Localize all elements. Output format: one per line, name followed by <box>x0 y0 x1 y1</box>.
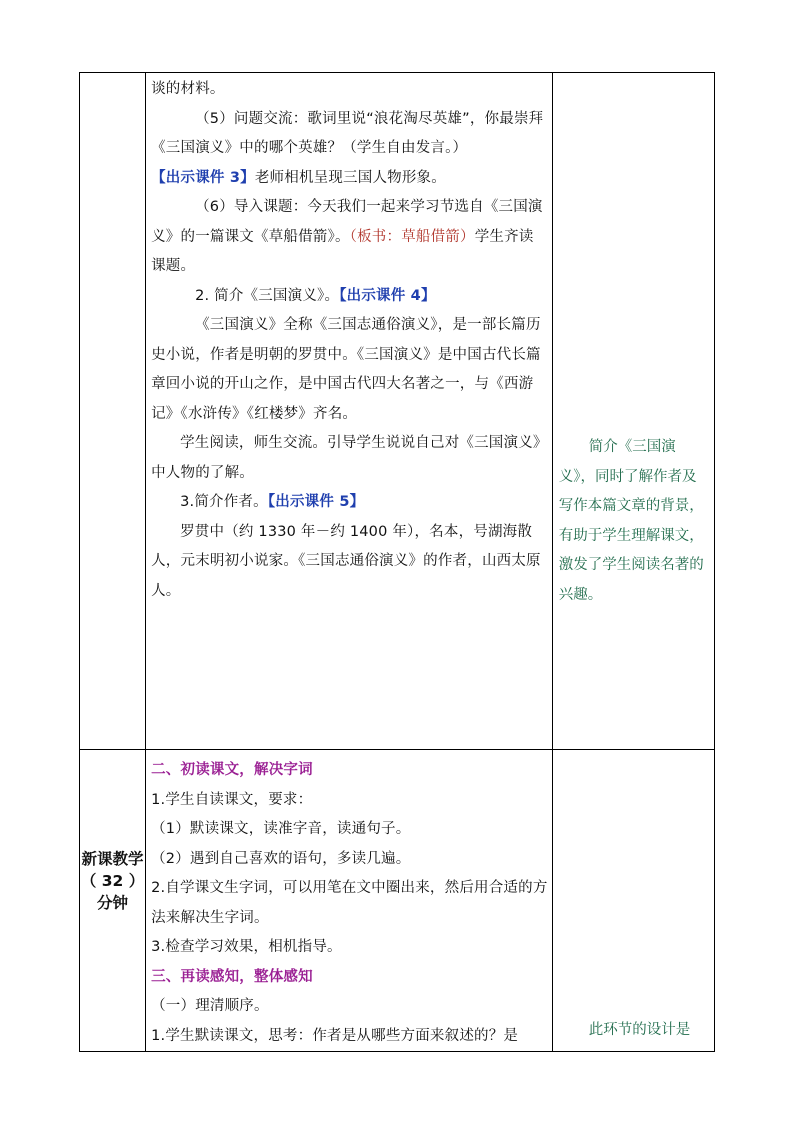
paragraph: 2. 简介《三国演义》。【出示课件 4】 <box>195 287 436 304</box>
design-note: 此环节的设计是 <box>588 1022 691 1038</box>
lesson-plan-table <box>79 72 715 1052</box>
teaching-content-cell <box>146 750 553 1052</box>
stage-label-cell-empty <box>80 73 146 750</box>
design-note: 简介《三国演义》，同时了解作者及写作本篇文章的背景，有助于学生理解课文，激发了学生阅读名著的兴趣。 <box>558 439 704 603</box>
paragraph: 【出示课件 3】老师相机呈现三国人物形象。 <box>151 169 446 186</box>
courseware-tag: 【出示课件 5】 <box>267 494 365 510</box>
stage-label: 新课教学（ 32 ）分钟 <box>80 850 145 912</box>
section-heading: 二、初读课文，解决字词 <box>151 762 313 778</box>
table-row <box>80 750 715 1052</box>
paragraph: （一）理清顺序。 <box>151 998 269 1014</box>
paragraph: 1.学生自读课文，要求： <box>151 791 313 808</box>
paragraph: 3.简介作者。【出示课件 5】 <box>180 494 365 510</box>
table-row <box>80 73 715 750</box>
design-intent-cell <box>552 73 714 750</box>
courseware-tag: 【出示课件 4】 <box>339 287 436 304</box>
blackboard-note: （板书：草船借箭） <box>349 228 475 245</box>
paragraph: 罗贯中（约 1330 年－约 1400 年），名本，号湖海散人，元末明初小说家。《三国志通俗演义》的作者，山西太原人。 <box>151 523 541 599</box>
teaching-content-cell <box>146 73 553 750</box>
paragraph: 《三国演义》全称《三国志通俗演义》，是一部长篇历史小说，作者是明朝的罗贯中。《三国演义》是中国古代长篇章回小说的开山之作，是中国古代四大名著之一，与《西游记》《水浒传》《红楼梦》齐名。 <box>151 317 541 422</box>
paragraph: （1）默读课文，读准字音，读通句子。 <box>151 821 411 837</box>
section-heading: 三、再读感知，整体感知 <box>151 968 313 985</box>
paragraph: 2.自学课文生字词，可以用笔在文中圈出来，然后用合适的方法来解决生字词。 <box>151 880 548 926</box>
paragraph: （6）导入课题：今天我们一起来学习节选自《三国演义》的一篇课文《草船借箭》。（板书：草船借箭）学生齐读课题。 <box>151 199 543 274</box>
courseware-tag: 【出示课件 3】 <box>151 169 255 186</box>
paragraph: 谈的材料。 <box>151 81 225 97</box>
paragraph: 3.检查学习效果，相机指导。 <box>151 939 342 955</box>
design-intent-cell <box>552 750 714 1052</box>
paragraph: （5）问题交流：歌词里说“浪花淘尽英雄”，你最崇拜《三国演义》中的哪个英雄？（学生自由发言。） <box>151 110 544 156</box>
stage-label-cell <box>80 750 146 1052</box>
paragraph: （2）遇到自己喜欢的语句，多读几遍。 <box>151 850 411 867</box>
paragraph: 1.学生默读课文，思考：作者是从哪些方面来叙述的？是 <box>151 1027 519 1044</box>
paragraph: 学生阅读，师生交流。引导学生说说自己对《三国演义》中人物的了解。 <box>151 435 548 481</box>
